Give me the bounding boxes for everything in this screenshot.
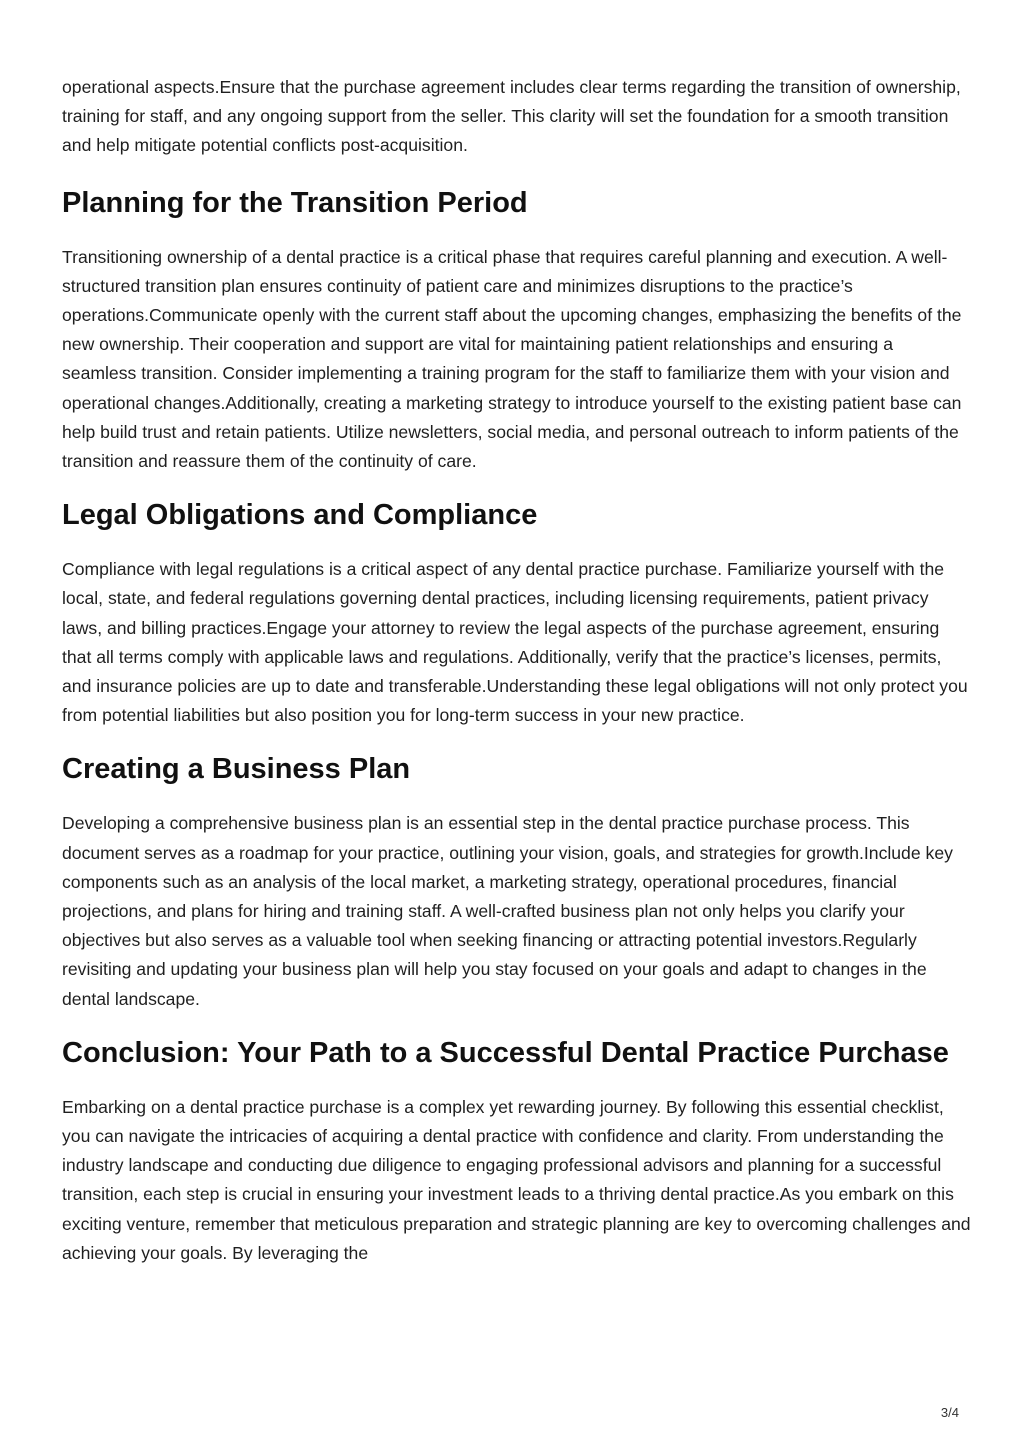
- section-heading: Planning for the Transition Period: [62, 186, 528, 219]
- section-heading: Conclusion: Your Path to a Successful Dental Practice Purchase: [62, 1036, 949, 1069]
- section-transition-period: [62, 185, 972, 477]
- section-business-plan: [62, 751, 972, 1013]
- section-legal-obligations: [62, 497, 972, 730]
- section-paragraph: Transitioning ownership of a dental practice is a critical phase that requires careful planning and execution. A well-structured transition plan ensures continuity of patient care and minimizes disruptions to the practice’s operations.Communicate openly with the current staff about the upcoming changes, emphasizing the benefits of the new ownership. Their cooperation and support are vital for maintaining patient relationships and ensuring a seamless transition. Consider implementing a training program for the staff to familiarize them with your vision and operational changes.Additionally, creating a marketing strategy to introduce yourself to the existing patient base can help build trust and retain patients. Utilize newsletters, social media, and personal outreach to inform patients of the transition and reassure them of the continuity of care.: [62, 246, 962, 472]
- section-paragraph: Embarking on a dental practice purchase is a complex yet rewarding journey. By following this essential checklist, you can navigate the intricacies of acquiring a dental practice with confidence and clarity. From understanding the industry landscape and conducting due diligence to engaging professional advisors and planning for a successful transition, each step is crucial in ensuring your investment leads to a thriving dental practice.As you embark on this exciting venture, remember that meticulous preparation and strategic planning are key to overcoming challenges and achieving your goals. By leveraging the: [62, 1096, 971, 1263]
- section-conclusion: [62, 1035, 972, 1268]
- section-heading: Creating a Business Plan: [62, 753, 411, 786]
- section-heading: Legal Obligations and Compliance: [62, 499, 538, 532]
- section-paragraph: Compliance with legal regulations is a critical aspect of any dental practice purchase. Familiarize yourself with the local, state, and federal regulations governing dental practices, including licensing requirements, patient privacy laws, and billing practices.Engage your attorney to review the legal aspects of the purchase agreement, ensuring that all terms comply with applicable laws and regulations. Additionally, verify that the practice’s licenses, permits, and insurance policies are up to date and transferable.Understanding these legal obligations will not only protect you from potential liabilities but also position you for long-term success in your new practice.: [62, 559, 968, 726]
- intro-paragraph: operational aspects.Ensure that the purchase agreement includes clear terms regarding the transition of ownership, training for staff, and any ongoing support from the seller. This clarity will set the foundation for a smooth transition and help mitigate potential conflicts post-acquisition.: [62, 77, 961, 156]
- document-page: [62, 73, 972, 1289]
- section-paragraph: Developing a comprehensive business plan is an essential step in the dental practice purchase process. This document serves as a roadmap for your practice, outlining your vision, goals, and strategies for growth.Include key components such as an analysis of the local market, a marketing strategy, operational procedures, financial projections, and plans for hiring and training staff. A well-crafted business plan not only helps you clarify your objectives but also serves as a valuable tool when seeking financing or attracting potential investors.Regularly revisiting and updating your business plan will help you stay focused on your goals and adapt to changes in the dental landscape.: [62, 813, 953, 1009]
- page-number: 3/4: [940, 1405, 959, 1420]
